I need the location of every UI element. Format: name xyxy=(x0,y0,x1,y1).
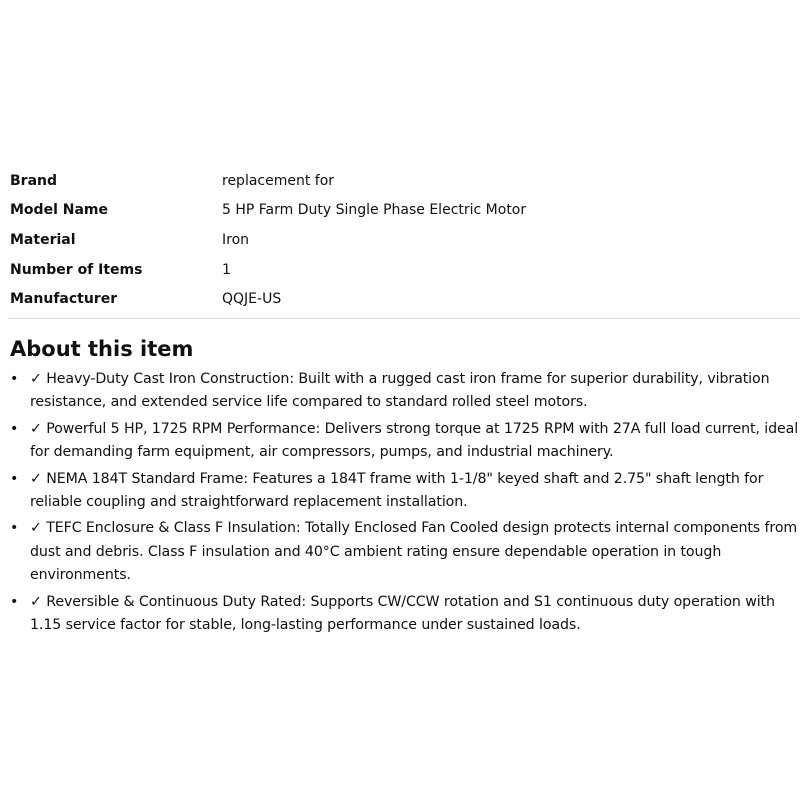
spec-row-material xyxy=(10,225,526,255)
feature-bullet xyxy=(10,591,800,638)
feature-bullet-text: ✓ NEMA 184T Standard Frame: Features a 184T frame with 1-1/8" keyed shaft and 2.75" shaft length for reliable coupling and straightforward replacement installation. xyxy=(30,470,764,511)
spec-label: Brand xyxy=(10,172,58,189)
spec-label: Number of Items xyxy=(10,261,143,278)
product-details-table xyxy=(10,166,800,314)
spec-label: Manufacturer xyxy=(10,291,118,308)
feature-bullet-list xyxy=(10,368,800,637)
bullet-dot-icon: • xyxy=(10,371,19,387)
feature-bullet-text: ✓ Heavy-Duty Cast Iron Construction: Built with a rugged cast iron frame for superior durability, vibration resistance, and extended service life compared to standard rolled steel motors. xyxy=(30,371,770,411)
spec-value: 1 xyxy=(222,261,231,278)
spec-row-manufacturer xyxy=(10,284,526,314)
spec-value: 5 HP Farm Duty Single Phase Electric Motor xyxy=(222,202,527,219)
spec-row-number-of-items xyxy=(10,255,526,285)
feature-bullet xyxy=(10,517,800,587)
feature-bullet-text: ✓ Powerful 5 HP, 1725 RPM Performance: Delivers strong torque at 1725 RPM with 27A full load current, ideal for demanding farm equipment, air compressors, pumps, and industrial machinery. xyxy=(30,420,799,461)
feature-bullet xyxy=(10,468,800,515)
spec-row-brand xyxy=(10,166,526,196)
about-this-item-section xyxy=(10,336,800,640)
bullet-dot-icon: • xyxy=(10,520,19,537)
spec-value: replacement for xyxy=(222,172,335,189)
bullet-dot-icon: • xyxy=(10,420,19,437)
spec-table xyxy=(10,166,526,314)
about-heading: About this item xyxy=(10,337,194,361)
section-divider xyxy=(8,318,800,319)
bullet-dot-icon: • xyxy=(10,470,19,487)
feature-bullet-text: ✓ Reversible & Continuous Duty Rated: Supports CW/CCW rotation and S1 continuous duty operation with 1.15 service factor for stable, long-lasting performance under sustained loads. xyxy=(30,593,775,634)
spec-label: Material xyxy=(10,231,76,248)
spec-row-model-name xyxy=(10,196,526,226)
spec-value: Iron xyxy=(222,231,250,248)
spec-label: Model Name xyxy=(10,202,108,219)
spec-value: QQJE-US xyxy=(222,291,282,308)
feature-bullet-text: ✓ TEFC Enclosure & Class F Insulation: Totally Enclosed Fan Cooled design protects internal components from dust and debris. Class F insulation and 40°C ambient rating ensure dependable operation in tough environments. xyxy=(30,520,798,584)
feature-bullet xyxy=(10,418,800,465)
bullet-dot-icon: • xyxy=(10,593,19,610)
feature-bullet xyxy=(10,368,800,415)
